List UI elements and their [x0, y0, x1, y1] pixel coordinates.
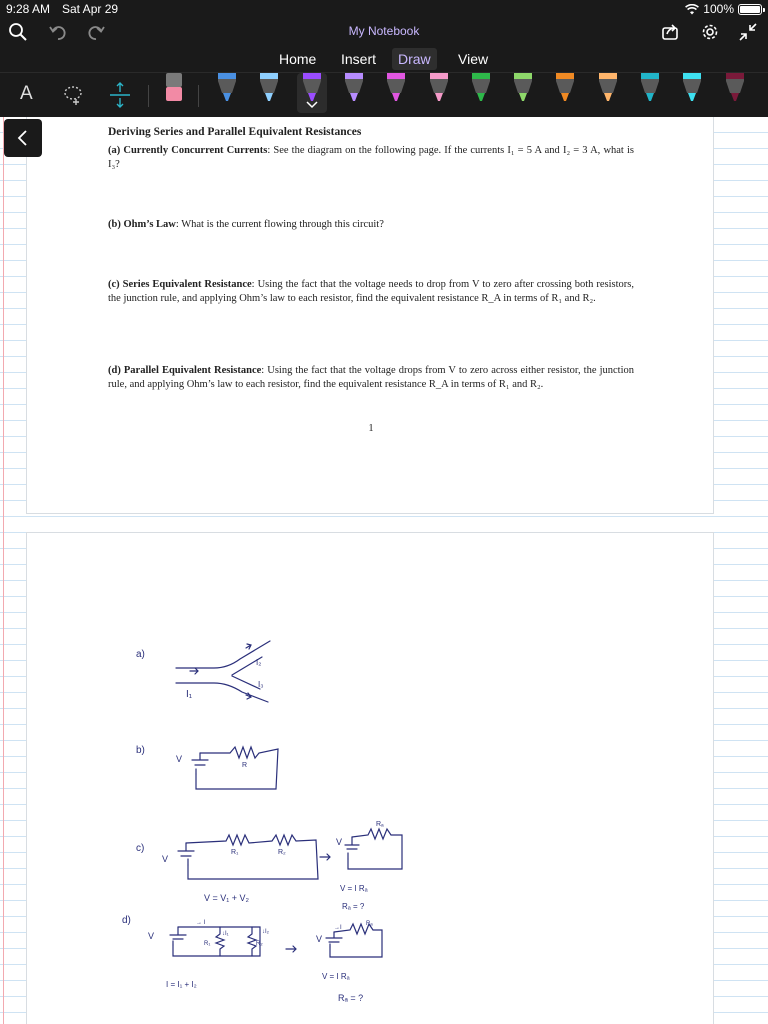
wifi-icon [685, 4, 699, 15]
hw-c-v: V [162, 854, 169, 864]
pink-marker-tool[interactable] [424, 73, 454, 113]
hw-d-ra: Rₐ [366, 921, 373, 927]
question-c-label: (c) Series Equivalent Resistance [108, 279, 252, 290]
question-d-label: (d) Parallel Equivalent Resistance [108, 365, 262, 376]
pen-icon [215, 73, 239, 103]
hw-c-v2: V [336, 837, 343, 847]
chevron-left-icon [16, 129, 30, 147]
battery-icon [738, 4, 762, 15]
lightblue-marker-tool[interactable] [254, 73, 284, 113]
draw-tools-row [0, 72, 768, 117]
page-number: 1 [368, 423, 374, 434]
question-d-text: : Using the fact that the voltage drops from V to zero across either resistor, the junction rule, and applying Ohm’s law to each resistor, find the equivalent resistance R_A in terms of R₁ and R₂. [108, 365, 634, 390]
question-a-text: : See the diagram on the following page. If the currents I₁ = 5 A and I₂ = 3 A, what is I₃? [108, 145, 634, 170]
hw-label-a: a) [136, 649, 145, 660]
top-toolbar [0, 18, 768, 46]
hw-d-i2: ↓I₂ [262, 929, 269, 935]
circuit-d [170, 924, 382, 957]
redo-icon[interactable] [84, 20, 108, 44]
tool-divider [148, 85, 149, 107]
back-button[interactable] [4, 119, 42, 157]
share-icon[interactable] [658, 20, 682, 44]
pen-icon [257, 73, 281, 103]
text-tool-button[interactable]: A [20, 83, 33, 104]
hw-c-eq2: V = I Rₐ [340, 884, 368, 893]
hw-d-i-ra: →I [334, 925, 342, 931]
pen-icon [384, 73, 408, 103]
gear-icon[interactable] [698, 20, 722, 44]
question-a-label: (a) Currently Concurrent Currents [108, 145, 268, 156]
hw-d-v: V [148, 931, 155, 941]
tool-divider [198, 85, 199, 107]
chevron-down-icon[interactable] [306, 101, 318, 109]
pen-icon [680, 73, 704, 103]
cyan-marker-tool[interactable] [677, 73, 707, 113]
lightorange-marker-tool[interactable] [593, 73, 623, 113]
handwritten-circuits [0, 117, 768, 1024]
hw-d-i: → I [196, 920, 206, 926]
eraser-icon[interactable] [164, 73, 184, 103]
undo-icon[interactable] [46, 20, 70, 44]
hw-c-ra: Rₐ [376, 821, 384, 828]
tab-insert[interactable]: Insert [341, 51, 377, 67]
ribbon-tabs [0, 46, 768, 72]
hw-d-eq2: V = I Rₐ [322, 972, 350, 981]
hw-b-r: R [242, 762, 248, 769]
violet-pen-tool[interactable] [339, 73, 369, 113]
purple-pen-tool[interactable] [297, 73, 327, 113]
search-icon[interactable] [6, 20, 30, 44]
hw-i1: I₁ [186, 689, 193, 700]
status-time: 9:28 AM [6, 2, 51, 16]
insert-space-icon[interactable] [108, 81, 132, 109]
pen-icon [553, 73, 577, 103]
notebook-title: My Notebook [348, 24, 420, 38]
hw-d-r2: R₂ [256, 941, 263, 947]
question-b-text: : What is the current flowing through this circuit? [175, 219, 384, 230]
hw-c-r2: R₂ [278, 849, 286, 856]
hw-c-eq3: Rₐ = ? [342, 902, 365, 911]
tab-view[interactable]: View [458, 51, 489, 67]
green-pen-tool[interactable] [466, 73, 496, 113]
hw-d-v2: V [316, 934, 323, 944]
pen-icon [596, 73, 620, 103]
document-heading: Deriving Series and Parallel Equivalent Resistances [108, 126, 362, 138]
hw-c-eq1: V = V₁ + V₂ [204, 893, 250, 903]
status-indicators [685, 2, 762, 16]
question-c-text: : Using the fact that the voltage needs to drop from V to zero after crossing both resistors, the junction rule, and applying Ohm’s law to each resistor, find the equivalent resistance R_A in terms of R₁ and R₂. [108, 279, 635, 304]
hw-d-eq1: I = I₁ + I₂ [166, 980, 197, 989]
lasso-select-icon[interactable] [62, 83, 86, 107]
pen-icon [427, 73, 451, 103]
pen-icon [723, 73, 747, 103]
battery-percent: 100% [703, 2, 734, 16]
teal-pen-tool[interactable] [635, 73, 665, 113]
pen-icon [638, 73, 662, 103]
hw-label-b: b) [136, 745, 145, 756]
tab-draw[interactable]: Draw [392, 48, 437, 70]
hw-d-r1: R₁ [204, 941, 211, 947]
hw-i3: I₃ [258, 680, 264, 689]
maroon-pen-tool[interactable] [720, 73, 750, 113]
pen-icon [300, 73, 324, 103]
hw-d-eq3: Rₐ = ? [338, 993, 364, 1003]
magenta-pen-tool[interactable] [381, 73, 411, 113]
circuit-b [192, 747, 278, 789]
circuit-c [178, 829, 402, 879]
hw-d-i1: ↓I₁ [222, 931, 229, 937]
notebook-canvas[interactable] [0, 117, 768, 1024]
battery-fill [740, 6, 760, 13]
pen-icon [511, 73, 535, 103]
lightgreen-marker-tool[interactable] [508, 73, 538, 113]
question-b-label: (b) Ohm’s Law [108, 219, 176, 230]
status-date: Sat Apr 29 [62, 2, 119, 16]
pen-icon [469, 73, 493, 103]
hw-label-c: c) [136, 843, 145, 854]
hw-i2: I₂ [256, 658, 262, 667]
pen-icon [342, 73, 366, 103]
hw-b-v: V [176, 754, 183, 764]
blue-marker-tool[interactable] [212, 73, 242, 113]
orange-pen-tool[interactable] [550, 73, 580, 113]
status-bar [0, 0, 768, 18]
hw-c-r1: R₁ [231, 849, 239, 856]
collapse-icon[interactable] [736, 20, 760, 44]
app-chrome [0, 0, 768, 117]
hw-label-d: d) [122, 915, 131, 926]
tab-home[interactable]: Home [279, 51, 317, 67]
